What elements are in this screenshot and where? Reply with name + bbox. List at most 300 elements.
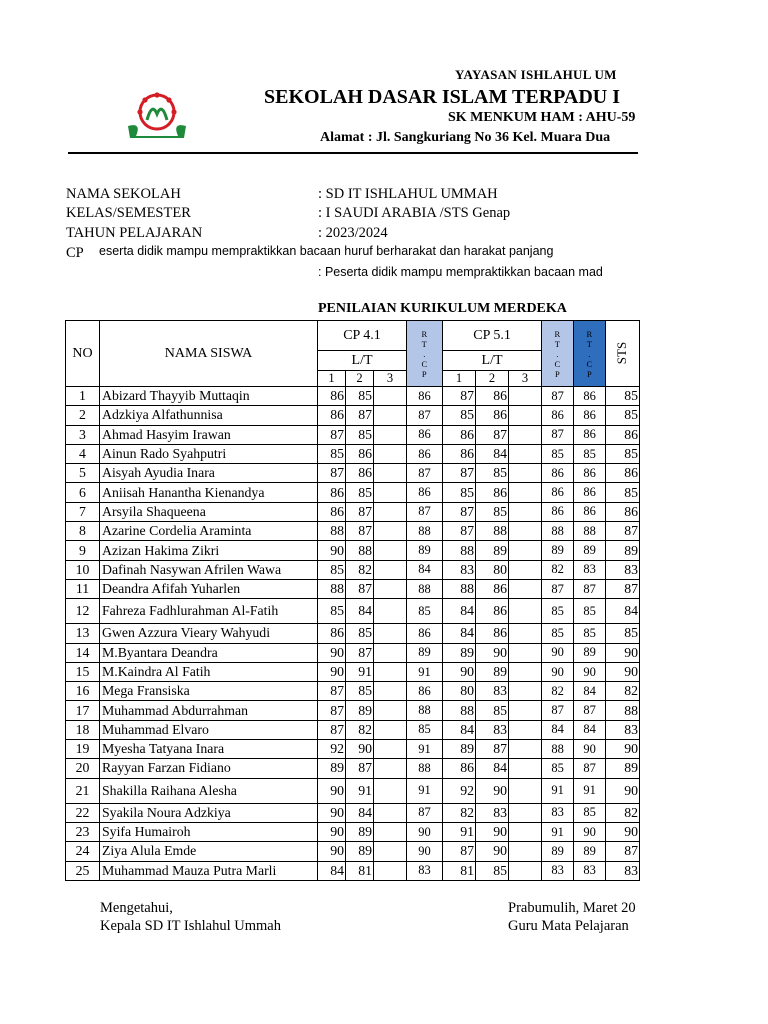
- cell-b: 82: [346, 720, 374, 739]
- cell-s: 88: [606, 701, 640, 720]
- cell-r2: 82: [542, 560, 574, 579]
- table-row: [66, 502, 640, 521]
- cell-name: Syakila Noura Adzkiya: [100, 803, 318, 822]
- cell-a: 87: [318, 720, 346, 739]
- table-row: [66, 560, 640, 579]
- cell-b: 85: [346, 483, 374, 502]
- school-logo: [122, 92, 192, 144]
- cell-no: 23: [66, 822, 100, 841]
- cell-no: 16: [66, 682, 100, 701]
- cell-r1: 85: [407, 720, 443, 739]
- cell-c: [374, 599, 407, 624]
- cell-no: 4: [66, 444, 100, 463]
- cell-a: 87: [318, 701, 346, 720]
- cell-r1: 87: [407, 464, 443, 483]
- cell-name: Ziya Alula Emde: [100, 842, 318, 861]
- header-cp41: CP 4.1: [318, 321, 407, 351]
- cell-f: [509, 599, 542, 624]
- cell-r3: 86: [574, 387, 606, 406]
- cell-f: [509, 425, 542, 444]
- cell-e: 80: [476, 560, 509, 579]
- cell-r3: 86: [574, 464, 606, 483]
- cell-r1: 88: [407, 522, 443, 541]
- cell-e: 86: [476, 624, 509, 643]
- cell-r3: 91: [574, 778, 606, 803]
- cell-b: 87: [346, 406, 374, 425]
- cell-c: [374, 701, 407, 720]
- cell-c: [374, 387, 407, 406]
- cell-c: [374, 560, 407, 579]
- cell-r3: 90: [574, 740, 606, 759]
- cell-c: [374, 425, 407, 444]
- cell-e: 88: [476, 522, 509, 541]
- cell-name: Azarine Cordelia Araminta: [100, 522, 318, 541]
- cell-no: 19: [66, 740, 100, 759]
- cell-d: 85: [443, 483, 476, 502]
- grades-table: [65, 320, 640, 881]
- cell-d: 89: [443, 740, 476, 759]
- cell-no: 1: [66, 387, 100, 406]
- table-row: [66, 464, 640, 483]
- cell-s: 86: [606, 464, 640, 483]
- cell-e: 83: [476, 682, 509, 701]
- sub-header-2: 2: [346, 371, 374, 387]
- cell-d: 86: [443, 444, 476, 463]
- cell-f: [509, 861, 542, 880]
- table-row: [66, 522, 640, 541]
- cell-c: [374, 682, 407, 701]
- cell-r1: 88: [407, 759, 443, 778]
- cell-r1: 91: [407, 740, 443, 759]
- school-name: SEKOLAH DASAR ISLAM TERPADU I: [264, 86, 620, 108]
- cell-no: 12: [66, 599, 100, 624]
- cell-a: 87: [318, 682, 346, 701]
- cell-s: 85: [606, 483, 640, 502]
- cell-r2: 85: [542, 599, 574, 624]
- cell-s: 90: [606, 778, 640, 803]
- cell-b: 87: [346, 579, 374, 598]
- cell-d: 85: [443, 406, 476, 425]
- cell-c: [374, 822, 407, 841]
- cell-f: [509, 387, 542, 406]
- info-value-class: : I SAUDI ARABIA /STS Genap: [318, 205, 511, 221]
- cell-c: [374, 406, 407, 425]
- cell-r2: 89: [542, 842, 574, 861]
- cell-name: Azizan Hakima Zikri: [100, 541, 318, 560]
- cell-r2: 88: [542, 522, 574, 541]
- cell-no: 25: [66, 861, 100, 880]
- cell-f: [509, 502, 542, 521]
- table-row: [66, 803, 640, 822]
- table-row: [66, 740, 640, 759]
- cell-b: 81: [346, 861, 374, 880]
- logo-text: ISHLAHUL UMMAH: [136, 132, 178, 137]
- header-lt-1: L/T: [318, 351, 407, 371]
- cell-r3: 89: [574, 643, 606, 662]
- cell-no: 15: [66, 662, 100, 681]
- cell-name: Gwen Azzura Vieary Wahyudi: [100, 624, 318, 643]
- cell-d: 86: [443, 759, 476, 778]
- cell-a: 90: [318, 662, 346, 681]
- cell-a: 85: [318, 560, 346, 579]
- cell-e: 85: [476, 861, 509, 880]
- cell-a: 90: [318, 541, 346, 560]
- table-row: [66, 701, 640, 720]
- table-row: [66, 387, 640, 406]
- cell-c: [374, 759, 407, 778]
- cell-r3: 88: [574, 522, 606, 541]
- cell-d: 84: [443, 624, 476, 643]
- cell-b: 86: [346, 464, 374, 483]
- cell-b: 87: [346, 502, 374, 521]
- cell-e: 84: [476, 444, 509, 463]
- cell-b: 84: [346, 599, 374, 624]
- cell-c: [374, 803, 407, 822]
- cell-f: [509, 803, 542, 822]
- cell-r1: 88: [407, 701, 443, 720]
- cell-e: 87: [476, 425, 509, 444]
- sub-header-5: 2: [476, 371, 509, 387]
- cell-d: 88: [443, 579, 476, 598]
- cell-name: Fahreza Fadhlurahman Al-Fatih: [100, 599, 318, 624]
- cell-e: 83: [476, 803, 509, 822]
- cell-r3: 84: [574, 682, 606, 701]
- cell-a: 90: [318, 842, 346, 861]
- table-row: [66, 861, 640, 880]
- cell-f: [509, 483, 542, 502]
- table-row: [66, 406, 640, 425]
- info-label-year: TAHUN PELAJARAN: [66, 225, 203, 241]
- cell-f: [509, 759, 542, 778]
- cell-name: Mega Fransiska: [100, 682, 318, 701]
- cell-a: 87: [318, 464, 346, 483]
- cell-name: Deandra Afifah Yuharlen: [100, 579, 318, 598]
- cell-r3: 87: [574, 701, 606, 720]
- cell-name: Dafinah Nasywan Afrilen Wawa: [100, 560, 318, 579]
- info-value-year: : 2023/2024: [318, 225, 388, 241]
- cell-no: 17: [66, 701, 100, 720]
- cell-r2: 85: [542, 759, 574, 778]
- cell-s: 82: [606, 682, 640, 701]
- cell-r3: 87: [574, 759, 606, 778]
- cell-s: 90: [606, 643, 640, 662]
- cell-f: [509, 740, 542, 759]
- cell-no: 13: [66, 624, 100, 643]
- cell-a: 90: [318, 822, 346, 841]
- cell-a: 90: [318, 643, 346, 662]
- cell-s: 87: [606, 579, 640, 598]
- cell-s: 83: [606, 861, 640, 880]
- cell-e: 85: [476, 502, 509, 521]
- cell-r3: 90: [574, 662, 606, 681]
- cell-e: 84: [476, 759, 509, 778]
- cell-r1: 87: [407, 406, 443, 425]
- cell-r1: 86: [407, 387, 443, 406]
- cell-r2: 91: [542, 778, 574, 803]
- cell-e: 90: [476, 778, 509, 803]
- cell-no: 5: [66, 464, 100, 483]
- cell-r2: 87: [542, 425, 574, 444]
- cell-r1: 84: [407, 560, 443, 579]
- cell-s: 84: [606, 599, 640, 624]
- cell-no: 20: [66, 759, 100, 778]
- cell-s: 83: [606, 560, 640, 579]
- cell-s: 89: [606, 541, 640, 560]
- header-divider: [68, 152, 638, 154]
- table-row: [66, 624, 640, 643]
- table-row: [66, 444, 640, 463]
- cell-b: 82: [346, 560, 374, 579]
- cell-e: 87: [476, 740, 509, 759]
- cell-a: 86: [318, 406, 346, 425]
- cell-b: 90: [346, 740, 374, 759]
- cell-r3: 83: [574, 560, 606, 579]
- cell-b: 89: [346, 701, 374, 720]
- cell-name: Abizard Thayyib Muttaqin: [100, 387, 318, 406]
- cell-f: [509, 701, 542, 720]
- cell-name: Shakilla Raihana Alesha: [100, 778, 318, 803]
- cell-r1: 89: [407, 541, 443, 560]
- cell-c: [374, 624, 407, 643]
- cell-d: 87: [443, 387, 476, 406]
- cell-no: 8: [66, 522, 100, 541]
- grades-body: [66, 387, 640, 881]
- cell-c: [374, 720, 407, 739]
- cell-r1: 87: [407, 502, 443, 521]
- cell-name: Myesha Tatyana Inara: [100, 740, 318, 759]
- cell-d: 89: [443, 643, 476, 662]
- cell-s: 82: [606, 803, 640, 822]
- table-row: [66, 720, 640, 739]
- cell-d: 88: [443, 541, 476, 560]
- info-label-school: NAMA SEKOLAH: [66, 186, 181, 202]
- cell-e: 86: [476, 406, 509, 425]
- cell-r1: 86: [407, 444, 443, 463]
- table-row: [66, 662, 640, 681]
- header-sts: STS: [606, 321, 640, 387]
- table-row: [66, 425, 640, 444]
- sub-header-4: 1: [443, 371, 476, 387]
- cell-r1: 90: [407, 842, 443, 861]
- cell-r3: 86: [574, 502, 606, 521]
- cell-no: 14: [66, 643, 100, 662]
- footer-right-2: Guru Mata Pelajaran: [508, 918, 629, 934]
- cell-e: 85: [476, 701, 509, 720]
- cell-b: 91: [346, 778, 374, 803]
- cell-f: [509, 444, 542, 463]
- cell-b: 85: [346, 387, 374, 406]
- cell-name: Syifa Humairoh: [100, 822, 318, 841]
- cell-s: 85: [606, 387, 640, 406]
- cell-e: 90: [476, 842, 509, 861]
- cell-name: Rayyan Farzan Fidiano: [100, 759, 318, 778]
- cell-s: 85: [606, 444, 640, 463]
- cell-a: 86: [318, 387, 346, 406]
- cell-name: Aniisah Hanantha Kienandya: [100, 483, 318, 502]
- cell-s: 86: [606, 502, 640, 521]
- cell-no: 2: [66, 406, 100, 425]
- cell-c: [374, 444, 407, 463]
- cell-d: 84: [443, 720, 476, 739]
- cell-e: 89: [476, 541, 509, 560]
- cell-no: 7: [66, 502, 100, 521]
- cell-r2: 91: [542, 822, 574, 841]
- cell-r2: 87: [542, 701, 574, 720]
- cell-c: [374, 522, 407, 541]
- cell-no: 9: [66, 541, 100, 560]
- cell-r2: 86: [542, 483, 574, 502]
- cell-r1: 86: [407, 682, 443, 701]
- cell-c: [374, 861, 407, 880]
- cell-b: 91: [346, 662, 374, 681]
- cell-r2: 87: [542, 387, 574, 406]
- school-address: Alamat : Jl. Sangkuriang No 36 Kel. Muara Dua: [320, 130, 611, 145]
- cell-r2: 84: [542, 720, 574, 739]
- cell-r1: 90: [407, 822, 443, 841]
- footer-left-2: Kepala SD IT Ishlahul Ummah: [100, 918, 281, 934]
- cell-r3: 90: [574, 822, 606, 841]
- cell-r2: 85: [542, 624, 574, 643]
- cell-r3: 85: [574, 599, 606, 624]
- cell-s: 86: [606, 425, 640, 444]
- cell-r3: 85: [574, 803, 606, 822]
- cell-a: 84: [318, 861, 346, 880]
- cell-r1: 88: [407, 579, 443, 598]
- cell-name: Muhammad Abdurrahman: [100, 701, 318, 720]
- table-row: [66, 682, 640, 701]
- cell-c: [374, 842, 407, 861]
- cell-f: [509, 464, 542, 483]
- cell-b: 87: [346, 522, 374, 541]
- sub-header-6: 3: [509, 371, 542, 387]
- cell-d: 81: [443, 861, 476, 880]
- cell-r3: 85: [574, 624, 606, 643]
- cell-f: [509, 842, 542, 861]
- cell-a: 87: [318, 425, 346, 444]
- cell-e: 83: [476, 720, 509, 739]
- header-lt-2: L/T: [443, 351, 542, 371]
- cell-s: 90: [606, 740, 640, 759]
- table-row: [66, 822, 640, 841]
- cell-r1: 85: [407, 599, 443, 624]
- cell-r2: 85: [542, 444, 574, 463]
- cell-f: [509, 643, 542, 662]
- cell-r2: 86: [542, 502, 574, 521]
- cell-r2: 89: [542, 541, 574, 560]
- cell-name: Muhammad Mauza Putra Marli: [100, 861, 318, 880]
- cell-b: 85: [346, 682, 374, 701]
- cell-e: 86: [476, 387, 509, 406]
- cell-r1: 86: [407, 483, 443, 502]
- cell-d: 87: [443, 502, 476, 521]
- cell-no: 3: [66, 425, 100, 444]
- cell-b: 87: [346, 759, 374, 778]
- table-row: [66, 579, 640, 598]
- cell-b: 85: [346, 425, 374, 444]
- cell-f: [509, 560, 542, 579]
- cell-a: 88: [318, 579, 346, 598]
- cell-e: 86: [476, 483, 509, 502]
- table-row: [66, 842, 640, 861]
- cell-r3: 84: [574, 720, 606, 739]
- cell-b: 86: [346, 444, 374, 463]
- cell-e: 86: [476, 579, 509, 598]
- cell-d: 90: [443, 662, 476, 681]
- cell-f: [509, 406, 542, 425]
- cell-r2: 90: [542, 643, 574, 662]
- cell-s: 87: [606, 842, 640, 861]
- info-label-class: KELAS/SEMESTER: [66, 205, 191, 221]
- cell-r2: 90: [542, 662, 574, 681]
- cell-r2: 86: [542, 464, 574, 483]
- cell-r2: 87: [542, 579, 574, 598]
- foundation-name: YAYASAN ISHLAHUL UM: [455, 67, 617, 82]
- cell-no: 6: [66, 483, 100, 502]
- cell-d: 87: [443, 464, 476, 483]
- cell-r2: 86: [542, 406, 574, 425]
- sub-header-3: 3: [374, 371, 407, 387]
- cell-r3: 86: [574, 406, 606, 425]
- table-row: [66, 643, 640, 662]
- cp-line-2: : Peserta didik mampu mempraktikkan bacaan mad: [318, 265, 603, 279]
- header-rtcp-2: R T . C P: [542, 321, 574, 387]
- header-cp51: CP 5.1: [443, 321, 542, 351]
- cp-line-1: eserta didik mampu mempraktikkan bacaan huruf berharakat dan harakat panjang: [99, 244, 554, 258]
- cell-c: [374, 662, 407, 681]
- cell-c: [374, 483, 407, 502]
- cell-c: [374, 502, 407, 521]
- cell-r1: 86: [407, 624, 443, 643]
- cell-e: 90: [476, 643, 509, 662]
- cell-a: 90: [318, 803, 346, 822]
- cell-s: 90: [606, 822, 640, 841]
- cell-b: 89: [346, 842, 374, 861]
- cell-d: 87: [443, 522, 476, 541]
- cell-name: Ainun Rado Syahputri: [100, 444, 318, 463]
- cell-f: [509, 682, 542, 701]
- cell-s: 87: [606, 522, 640, 541]
- cell-f: [509, 720, 542, 739]
- footer-right-1: Prabumulih, Maret 20: [508, 900, 636, 916]
- cell-r1: 89: [407, 643, 443, 662]
- cell-d: 83: [443, 560, 476, 579]
- cell-c: [374, 643, 407, 662]
- table-title: PENILAIAN KURIKULUM MERDEKA: [318, 301, 567, 316]
- cell-s: 83: [606, 720, 640, 739]
- cell-r2: 83: [542, 861, 574, 880]
- cell-a: 86: [318, 624, 346, 643]
- cell-r1: 87: [407, 803, 443, 822]
- cell-a: 90: [318, 778, 346, 803]
- cell-s: 85: [606, 406, 640, 425]
- cell-r1: 83: [407, 861, 443, 880]
- cell-c: [374, 778, 407, 803]
- cell-e: 90: [476, 822, 509, 841]
- cell-c: [374, 579, 407, 598]
- footer-left-1: Mengetahui,: [100, 900, 173, 916]
- cell-d: 80: [443, 682, 476, 701]
- header-name: NAMA SISWA: [100, 321, 318, 387]
- cell-r2: 83: [542, 803, 574, 822]
- cell-name: Arsyila Shaqueena: [100, 502, 318, 521]
- table-row: [66, 483, 640, 502]
- cell-no: 18: [66, 720, 100, 739]
- sk-number: SK MENKUM HAM : AHU-59: [448, 110, 636, 125]
- cell-f: [509, 522, 542, 541]
- cell-f: [509, 579, 542, 598]
- cell-d: 86: [443, 425, 476, 444]
- cell-name: Aisyah Ayudia Inara: [100, 464, 318, 483]
